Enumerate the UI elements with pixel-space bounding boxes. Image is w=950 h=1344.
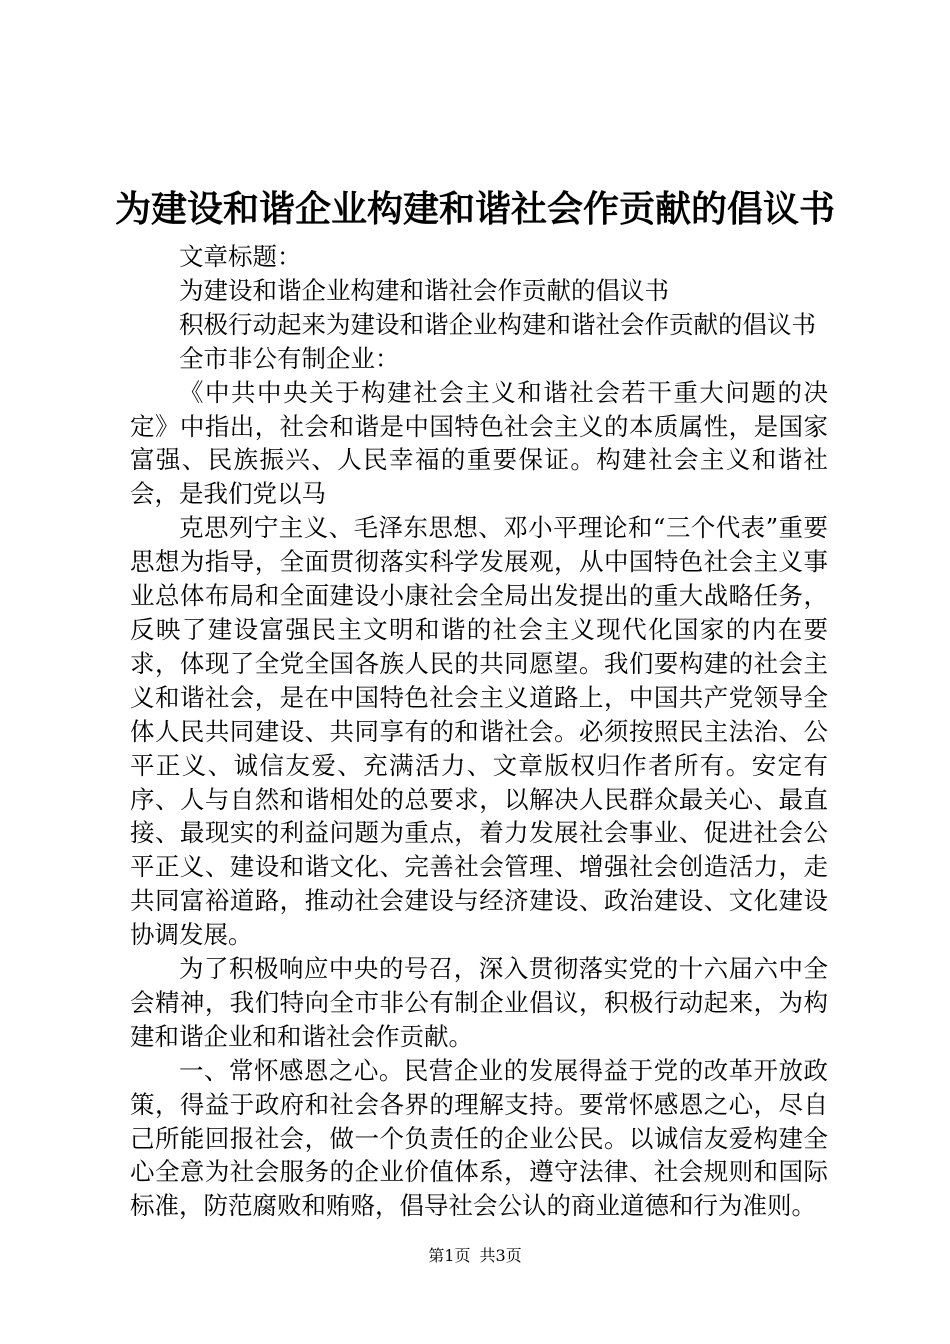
- paragraph-main: 克思列宁主义、毛泽东思想、邓小平理论和“三个代表”重要思想为指导，全面贯彻落实科学发展观，从中国特色社会主义事业总体布局和全面建设小康社会全局出发提出的重大战略任务，反映了建设富强民主文明和谐的社会主义现代化国家的内在要求，体现了全党全国各族人民的共同愿望。我们要构建的社会主义和谐社会，是在中国特色社会主义道路上，中国共产党领导全体人民共同建设、共同享有的和谐社会。必须按照民主法治、公平正义、诚信友爱、充满活力、文章版权归作者所有。安定有序、人与自然和谐相处的总要求，以解决人民群众最关心、最直接、最现实的利益问题为重点，着力发展社会事业、促进社会公平正义、建设和谐文化、完善社会管理、增强社会创造活力，走共同富裕道路，推动社会建设与经济建设、政治建设、文化建设协调发展。: [130, 513, 828, 950]
- page-number: 第1页: [428, 1246, 471, 1265]
- paragraph-call: 为了积极响应中央的号召，深入贯彻落实党的十六届六中全会精神，我们特向全市非公有制企业倡议，积极行动起来，为构建和谐企业和和谐社会作贡献。: [130, 954, 828, 1051]
- page-footer: [0, 1244, 950, 1268]
- paragraph-subtitle: 积极行动起来为建设和谐企业构建和谐社会作贡献的倡议书: [179, 309, 816, 339]
- paragraph-intro: 《中共中央关于构建社会主义和谐社会若干重大问题的决定》中指出，社会和谐是中国特色社会主义的本质属性，是国家富强、民族振兴、人民幸福的重要保证。构建社会主义和谐社会，是我们党以马: [130, 377, 828, 509]
- paragraph-point-one: 一、常怀感恩之心。民营企业的发展得益于党的改革开放政策，得益于政府和社会各界的理解支持。要常怀感恩之心，尽自己所能回报社会，做一个负责任的企业公民。以诚信友爱构建全心全意为社会服务的企业价值体系，遵守法律、社会规则和国际标准，防范腐败和贿赂，倡导社会公认的商业道德和行为准则。: [130, 1055, 828, 1221]
- paragraph-article-title: 为建设和谐企业构建和谐社会作贡献的倡议书: [179, 275, 669, 305]
- document-body: [130, 240, 828, 1223]
- page-total: 共3页: [479, 1246, 522, 1265]
- paragraph-salutation: 全市非公有制企业：: [179, 343, 400, 373]
- paragraph-article-label: 文章标题：: [179, 242, 302, 271]
- document-title: 为建设和谐企业构建和谐社会作贡献的倡议书: [114, 189, 835, 230]
